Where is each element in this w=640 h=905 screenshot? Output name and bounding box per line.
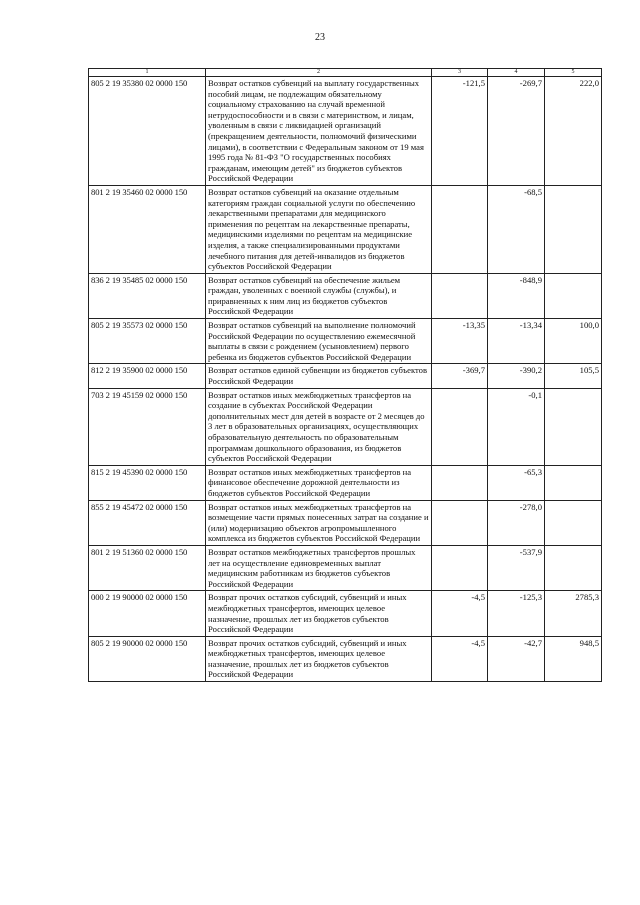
value-1-cell [432, 273, 488, 318]
value-1-cell [432, 500, 488, 545]
budget-code-cell: 801 2 19 35460 02 0000 150 [89, 185, 206, 273]
table-row [89, 77, 602, 186]
value-3-cell [545, 388, 602, 465]
column-header-value-2: 4 [488, 69, 545, 77]
table-row [89, 364, 602, 388]
value-2-cell: -269,7 [488, 77, 545, 186]
budget-code-cell: 805 2 19 35380 02 0000 150 [89, 77, 206, 186]
description-cell: Возврат прочих остатков субсидий, субвенций и иных межбюджетных трансфертов, имеющих целевое назначение, прошлых лет из бюджетов субъектов Российской Федерации [206, 591, 432, 636]
table-row [89, 545, 602, 590]
budget-code-cell: 703 2 19 45159 02 0000 150 [89, 388, 206, 465]
budget-code-cell: 000 2 19 90000 02 0000 150 [89, 591, 206, 636]
value-1-cell [432, 545, 488, 590]
value-1-cell: -121,5 [432, 77, 488, 186]
value-3-cell [545, 273, 602, 318]
value-3-cell: 222,0 [545, 77, 602, 186]
budget-code-cell: 812 2 19 35900 02 0000 150 [89, 364, 206, 388]
value-2-cell: -65,3 [488, 465, 545, 500]
value-2-cell: -390,2 [488, 364, 545, 388]
value-1-cell: -369,7 [432, 364, 488, 388]
description-cell: Возврат остатков иных межбюджетных трансфертов на возмещение части прямых понесенных затрат на создание и (или) модернизацию объектов агропромышленного комплекса из бюджетов субъектов Российской Федерации [206, 500, 432, 545]
description-cell: Возврат остатков межбюджетных трансфертов прошлых лет на осуществление единовременных выплат медицинским работникам из бюджетов субъектов Российской Федерации [206, 545, 432, 590]
description-cell: Возврат остатков единой субвенции из бюджетов субъектов Российской Федерации [206, 364, 432, 388]
value-3-cell [545, 545, 602, 590]
column-header-value-3: 5 [545, 69, 602, 77]
description-cell: Возврат остатков субвенций на выполнение полномочий Российской Федерации по осуществлению ежемесячной выплаты в связи с рождением (усыновлением) первого ребенка из бюджетов субъектов Российской Федерации [206, 319, 432, 364]
value-1-cell: -13,35 [432, 319, 488, 364]
value-3-cell: 948,5 [545, 636, 602, 681]
description-cell: Возврат остатков субвенций на обеспечение жильем граждан, уволенных с военной службы (службы), и приравненных к ним лиц из бюджетов субъектов Российской Федерации [206, 273, 432, 318]
table-row [89, 319, 602, 364]
value-2-cell: -68,5 [488, 185, 545, 273]
table-row [89, 388, 602, 465]
description-cell: Возврат остатков субвенций на оказание отдельным категориям граждан социальной услуги по обеспечению лекарственными препаратами для медицинского применения по рецептам на лекарственные препараты, медицинскими изделиями по рецептам на медицинские изделия, а также специализированными продуктами лечебного питания для детей-инвалидов из бюджетов субъектов Российской Федерации [206, 185, 432, 273]
table-row [89, 273, 602, 318]
budget-code-cell: 855 2 19 45472 02 0000 150 [89, 500, 206, 545]
value-2-cell: -537,9 [488, 545, 545, 590]
value-1-cell [432, 185, 488, 273]
budget-code-cell: 815 2 19 45390 02 0000 150 [89, 465, 206, 500]
description-cell: Возврат остатков иных межбюджетных трансфертов на финансовое обеспечение дорожной деятельности из бюджетов субъектов Российской Федерации [206, 465, 432, 500]
header-row [89, 69, 602, 77]
value-2-cell: -848,9 [488, 273, 545, 318]
value-1-cell: -4,5 [432, 591, 488, 636]
budget-code-cell: 836 2 19 35485 02 0000 150 [89, 273, 206, 318]
value-2-cell: -13,34 [488, 319, 545, 364]
budget-code-cell: 801 2 19 51360 02 0000 150 [89, 545, 206, 590]
value-2-cell: -278,0 [488, 500, 545, 545]
value-1-cell [432, 388, 488, 465]
column-header-value-1: 3 [432, 69, 488, 77]
column-header-code: 1 [89, 69, 206, 77]
value-3-cell [545, 185, 602, 273]
page-number: 23 [315, 32, 325, 43]
value-3-cell: 2785,3 [545, 591, 602, 636]
description-cell: Возврат остатков субвенций на выплату государственных пособий лицам, не подлежащим обязательному социальному страхованию на случай временной нетрудоспособности и в связи с материнством, и лицам, уволенным в связи с ликвидацией организаций (прекращением деятельности, полномочий физическими лицами), в соответствии с Федеральным законом от 19 мая 1995 года № 81-ФЗ "О государственных пособиях гражданам, имеющим детей" из бюджетов субъектов Российской Федерации [206, 77, 432, 186]
table-row [89, 500, 602, 545]
value-1-cell [432, 465, 488, 500]
value-2-cell: -125,3 [488, 591, 545, 636]
budget-table [88, 68, 602, 682]
value-3-cell [545, 500, 602, 545]
value-3-cell: 105,5 [545, 364, 602, 388]
value-2-cell: -0,1 [488, 388, 545, 465]
description-cell: Возврат остатков иных межбюджетных трансфертов на создание в субъектах Российской Федерации дополнительных мест для детей в возрасте от 2 месяцев до 3 лет в образовательных организациях, осуществляющих образовательную деятельность по образовательным программам дошкольного образования, из бюджетов субъектов Российской Федерации [206, 388, 432, 465]
description-cell: Возврат прочих остатков субсидий, субвенций и иных межбюджетных трансфертов, имеющих целевое назначение, прошлых лет из бюджетов субъектов Российской Федерации [206, 636, 432, 681]
column-header-name: 2 [206, 69, 432, 77]
table-row [89, 185, 602, 273]
value-2-cell: -42,7 [488, 636, 545, 681]
table-row [89, 465, 602, 500]
budget-code-cell: 805 2 19 35573 02 0000 150 [89, 319, 206, 364]
value-1-cell: -4,5 [432, 636, 488, 681]
table-row [89, 636, 602, 681]
value-3-cell: 100,0 [545, 319, 602, 364]
value-3-cell [545, 465, 602, 500]
table-row [89, 591, 602, 636]
budget-code-cell: 805 2 19 90000 02 0000 150 [89, 636, 206, 681]
